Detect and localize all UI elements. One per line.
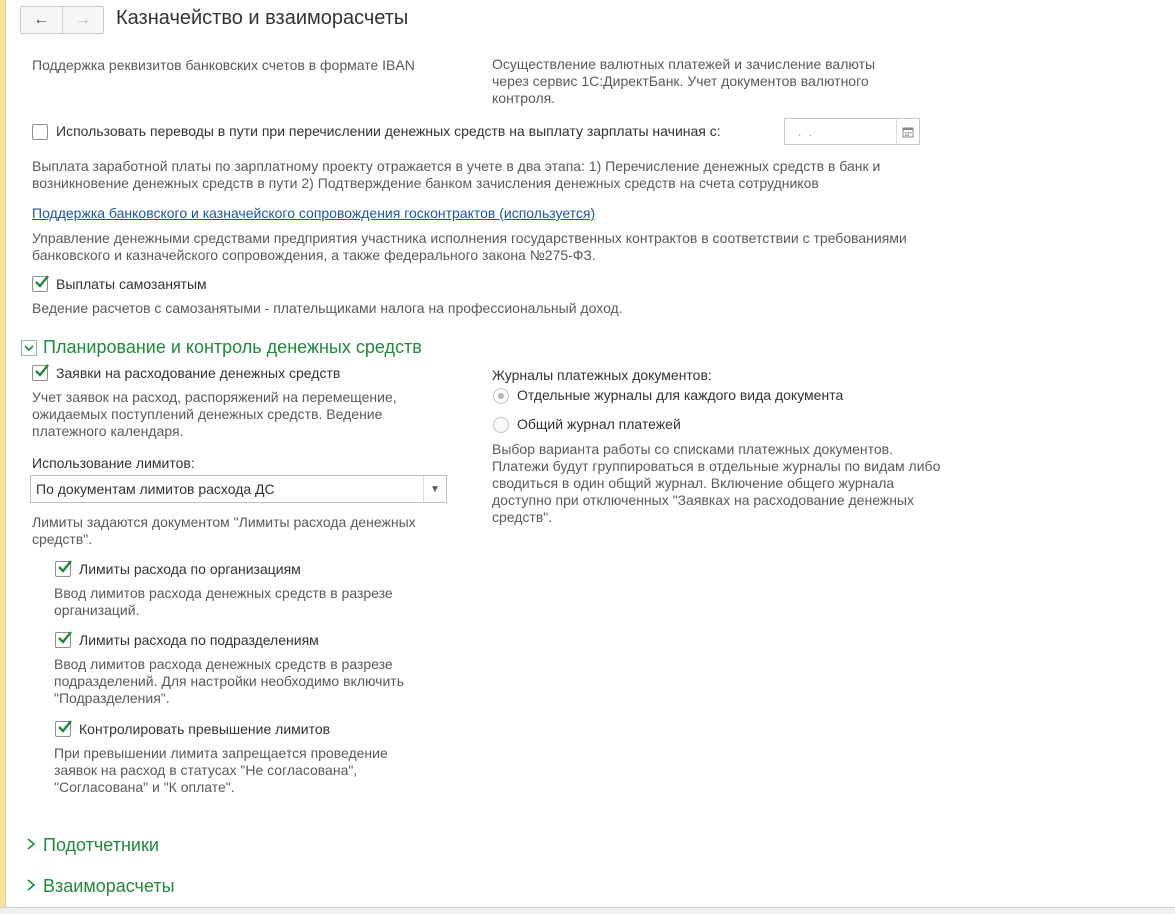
settlements-section-title[interactable]: Взаиморасчеты — [43, 876, 175, 896]
limits-by-dept-checkbox[interactable] — [55, 632, 71, 648]
chevron-right-icon[interactable] — [25, 878, 37, 897]
journal-option-separate-radio[interactable] — [493, 388, 509, 404]
calendar-icon[interactable] — [896, 119, 919, 144]
planning-section-title[interactable]: Планирование и контроль денежных средств — [43, 337, 422, 357]
currency-payments-desc: Осуществление валютных платежей и зачисление валюты через сервис 1С:ДиректБанк. Учет документов валютного контроля. — [492, 56, 876, 106]
planning-collapse-toggle[interactable] — [21, 340, 37, 356]
limits-by-dept-desc: Ввод лимитов расхода денежных средств в разрезе подразделений. Для настройки необходимо включить "Подразделения". — [54, 656, 404, 706]
self-employed-label: Выплаты самозанятым — [56, 276, 207, 292]
check-icon — [56, 718, 74, 736]
limits-by-org-desc: Ввод лимитов расхода денежных средств в разрезе организаций. — [54, 585, 393, 618]
control-limits-desc: При превышении лимита запрещается проведение заявок на расход в статусах "Не согласована", "Согласована" и "К оплате". — [54, 745, 388, 795]
limits-by-org-checkbox[interactable] — [55, 561, 71, 577]
back-arrow-icon: ← — [33, 11, 50, 28]
requests-checkbox[interactable] — [32, 365, 48, 381]
forward-button[interactable] — [62, 7, 104, 33]
self-employed-desc: Ведение расчетов с самозанятыми - плательщиками налога на профессиональный доход. — [32, 300, 623, 316]
journal-option-common-label: Общий журнал платежей — [517, 416, 681, 432]
control-limits-label: Контролировать превышение лимитов — [79, 721, 331, 737]
transfers-in-transit-checkbox[interactable] — [32, 124, 48, 140]
navigation-buttons — [20, 6, 104, 34]
journal-option-separate-label: Отдельные журналы для каждого вида документа — [517, 387, 844, 403]
left-panel-stripe — [0, 0, 6, 913]
gov-contracts-desc: Управление денежными средствами предприятия участника исполнения государственных контрактов в соответствии с требованиями банковского и казначейского сопровождения, а также федерального закона №275-ФЗ. — [32, 230, 907, 263]
journals-desc: Выбор варианта работы со списками платежных документов. Платежи будут группироваться в отдельные журналы по видам либо сводиться в один общий журнал. Включение общего журнала доступно при отключенных "Заявках на расходование денежных средств". — [492, 441, 941, 525]
check-icon — [56, 629, 74, 647]
date-placeholder: . . — [798, 125, 815, 139]
limits-usage-select[interactable] — [30, 475, 447, 503]
limits-usage-label: Использование лимитов: — [32, 455, 195, 471]
requests-desc: Учет заявок на расход, распоряжений на перемещение, ожидаемых поступлений денежных средств. Ведение платежного календаря. — [32, 389, 397, 439]
chevron-down-icon — [22, 341, 36, 355]
transfers-in-transit-label: Использовать переводы в пути при перечислении денежных средств на выплату зарплаты начиная с: — [56, 123, 721, 139]
limits-by-org-label: Лимиты расхода по организациям — [79, 561, 301, 577]
back-button[interactable] — [21, 7, 62, 33]
check-icon — [56, 558, 74, 576]
check-icon — [33, 273, 51, 291]
journal-option-common-radio[interactable] — [493, 417, 509, 433]
self-employed-checkbox[interactable] — [32, 276, 48, 292]
dropdown-arrow-icon[interactable]: ▼ — [423, 476, 446, 502]
limits-by-dept-label: Лимиты расхода по подразделениям — [79, 632, 319, 648]
limits-desc: Лимиты задаются документом "Лимиты расхода денежных средств". — [32, 514, 416, 547]
chevron-right-icon[interactable] — [25, 837, 37, 856]
control-limits-checkbox[interactable] — [55, 721, 71, 737]
transfers-desc: Выплата заработной платы по зарплатному проекту отражается в учете в два этапа: 1) Перечисление денежных средств в банк и возникновение денежных средств в пути 2) Подтверждение банком зачисления денежных средств на счета сотрудников — [32, 158, 881, 191]
transfers-start-date-input[interactable] — [784, 118, 920, 145]
check-icon — [33, 362, 51, 380]
limits-usage-value: По документам лимитов расхода ДС — [36, 481, 275, 497]
gov-contracts-link[interactable]: Поддержка банковского и казначейского сопровождения госконтрактов (используется) — [32, 205, 596, 221]
requests-label: Заявки на расходование денежных средств — [56, 365, 341, 381]
iban-text: Поддержка реквизитов банковских счетов в формате IBAN — [32, 57, 415, 73]
page-title: Казначейство и взаиморасчеты — [116, 7, 409, 29]
forward-arrow-icon: → — [74, 11, 91, 28]
journals-label: Журналы платежных документов: — [492, 367, 712, 383]
accountable-section-title[interactable]: Подотчетники — [43, 835, 159, 855]
